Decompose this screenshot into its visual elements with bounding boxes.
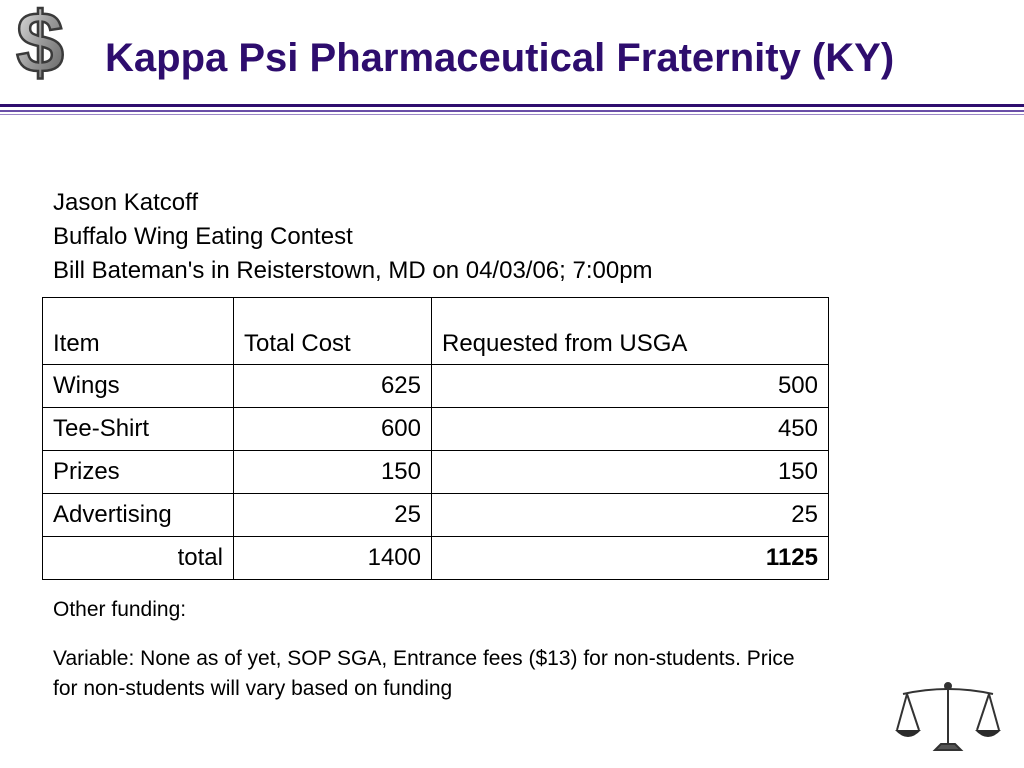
total-cost-cell: 150 bbox=[234, 451, 432, 494]
requested-cell: 450 bbox=[432, 408, 829, 451]
item-cell: Tee-Shirt bbox=[43, 408, 234, 451]
table-row bbox=[43, 408, 829, 451]
event-info bbox=[53, 186, 653, 288]
dollar-sign-icon bbox=[0, 0, 80, 84]
contact-name: Jason Katcoff bbox=[53, 189, 198, 216]
requested-cell: 25 bbox=[432, 494, 829, 537]
table-header: Requested from USGA bbox=[432, 298, 829, 365]
total-label-cell: total bbox=[43, 537, 234, 580]
table-header: Item bbox=[43, 298, 234, 365]
page-title: Kappa Psi Pharmaceutical Fraternity (KY) bbox=[105, 36, 895, 80]
total-cost-cell: 600 bbox=[234, 408, 432, 451]
table-row bbox=[43, 451, 829, 494]
other-funding-label: Other funding: bbox=[53, 598, 187, 621]
budget-table bbox=[42, 297, 829, 580]
header-rule bbox=[0, 114, 1024, 115]
item-cell: Wings bbox=[43, 365, 234, 408]
requested-cell: 150 bbox=[432, 451, 829, 494]
item-cell: Advertising bbox=[43, 494, 234, 537]
event-name: Buffalo Wing Eating Contest bbox=[53, 223, 353, 250]
table-row bbox=[43, 365, 829, 408]
table-row bbox=[43, 494, 829, 537]
requested-sum-cell: 1125 bbox=[432, 537, 829, 580]
total-cost-cell: 25 bbox=[234, 494, 432, 537]
balance-scales-icon bbox=[893, 680, 1003, 755]
event-location: Bill Bateman's in Reisterstown, MD on 04/03/06; 7:00pm bbox=[53, 257, 653, 284]
table-header: Total Cost bbox=[234, 298, 432, 365]
variable-funding-note: Variable: None as of yet, SOP SGA, Entrance fees ($13) for non-students. Price for non-students will vary based on funding bbox=[53, 647, 795, 700]
requested-cell: 500 bbox=[432, 365, 829, 408]
header-rule bbox=[0, 110, 1024, 112]
total-cost-cell: 625 bbox=[234, 365, 432, 408]
total-cost-sum-cell: 1400 bbox=[234, 537, 432, 580]
svg-text:$: $ bbox=[16, 0, 64, 84]
total-row bbox=[43, 537, 829, 580]
header-rule bbox=[0, 104, 1024, 107]
item-cell: Prizes bbox=[43, 451, 234, 494]
table-header-row bbox=[43, 298, 829, 365]
